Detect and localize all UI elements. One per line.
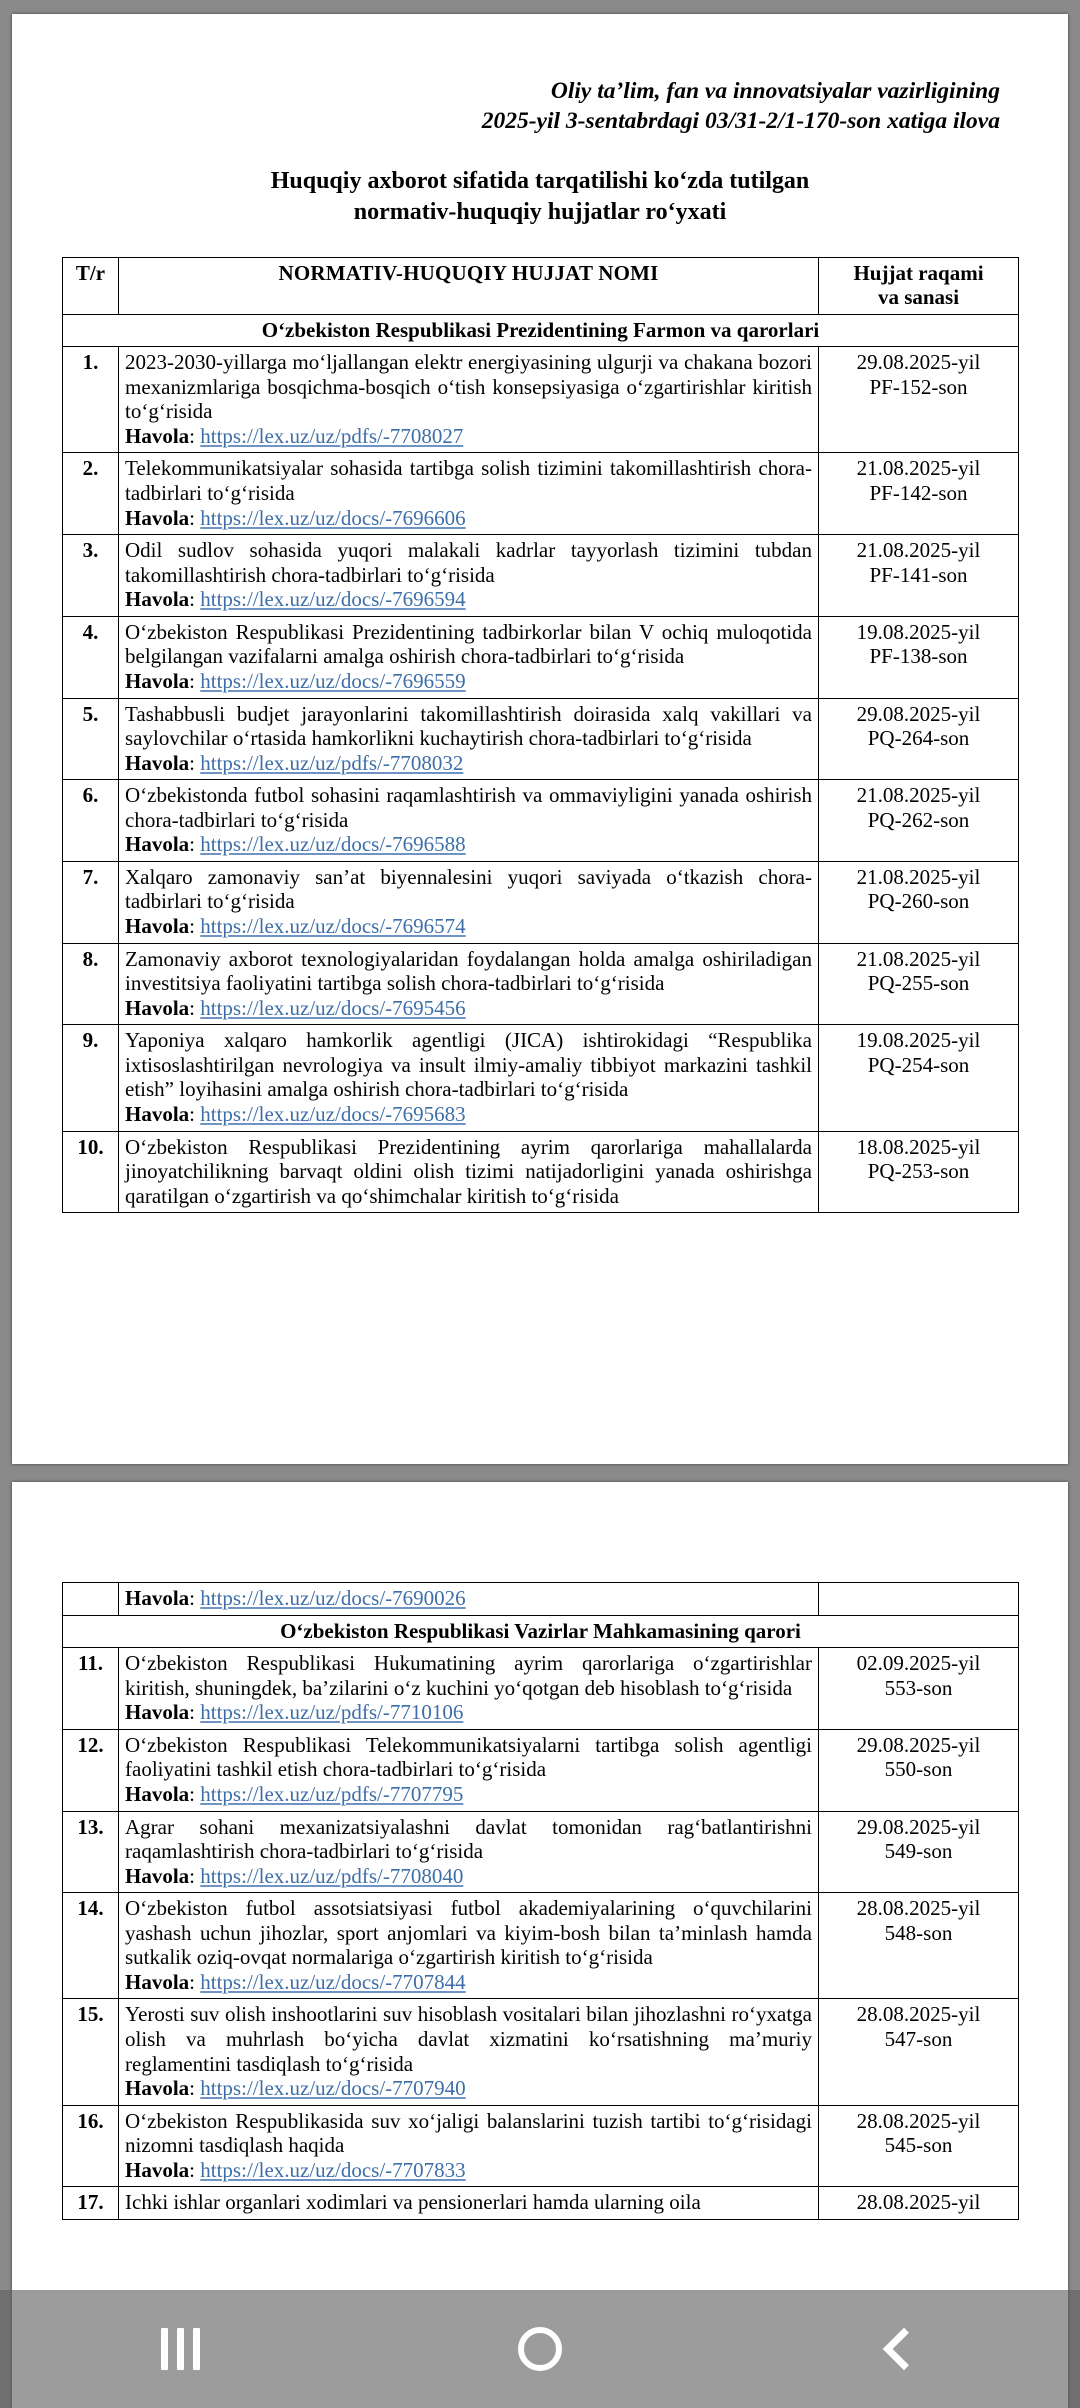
document-meta-cell (819, 1999, 1019, 2105)
document-meta-cell (819, 1648, 1019, 1730)
document-meta-continued (819, 1583, 1019, 1616)
havola-label: Havola (125, 423, 190, 448)
document-date: 29.08.2025-yil (856, 1732, 981, 1757)
havola-link[interactable]: https://lex.uz/uz/docs/-7696559 (200, 668, 466, 693)
row-number: 13. (63, 1811, 119, 1893)
havola-colon: : (189, 587, 201, 612)
document-meta-cell (819, 616, 1019, 698)
havola-colon: : (189, 668, 201, 693)
section-title-cabinet: O‘zbekiston Respublikasi Vazirlar Mahkamasining qarori (63, 1615, 1019, 1648)
havola-colon: : (189, 1700, 201, 1725)
column-header-meta-line-1: Hujjat raqami (853, 260, 984, 285)
row-number: 10. (63, 1131, 119, 1213)
havola-colon: : (189, 1586, 201, 1610)
document-name-cell (119, 943, 819, 1025)
document-name-cell (119, 1729, 819, 1811)
document-date: 29.08.2025-yil (856, 350, 981, 375)
havola-line (125, 2158, 812, 2183)
havola-label: Havola (125, 1969, 190, 1994)
document-date: 18.08.2025-yil (856, 1134, 981, 1159)
document-name-cell (119, 535, 819, 617)
document-number: PF-138-son (869, 644, 968, 669)
havola-link[interactable]: https://lex.uz/uz/pdfs/-7708027 (200, 423, 464, 448)
document-name-text: O‘zbekiston Respublikasi Hukumatining ayrim qarorlariga o‘zgartirishlar kiritish, shuningdek, ba’zilarini o‘z kuchini yo‘qotgan deb hisoblash to‘g‘risida (125, 1651, 812, 1700)
table-row (63, 1811, 1019, 1893)
document-name-text: O‘zbekistonda futbol sohasini raqamlashtirish va ommaviyligini yanada oshirish chora-tadbirlari to‘g‘risida (125, 783, 812, 832)
havola-line (125, 2076, 812, 2101)
continued-link-row (63, 1583, 1019, 1616)
document-name-text: O‘zbekiston Respublikasi Telekommunikatsiyalarni tartibga solish agentligi faoliyatini tashkil etish chora-tadbirlari to‘g‘risida (125, 1732, 812, 1782)
row-number: 6. (63, 780, 119, 862)
header-line-2: 2025-yil 3-sentabrdagi 03/31-2/1-170-son xatiga ilova (481, 108, 1000, 135)
havola-line (125, 832, 812, 857)
document-name-text: Zamonaviy axborot texnologiyalaridan foydalangan holda amalga oshiriladigan investitsiya faoliyatini tartibga solish chora-tadbirlari to‘g‘risida (125, 946, 812, 996)
havola-line (125, 1782, 812, 1807)
row-number: 7. (63, 861, 119, 943)
table-row (63, 698, 1019, 780)
column-header-meta-line-2: va sanasi (877, 285, 960, 310)
havola-line (125, 751, 812, 776)
section-header-row (63, 1615, 1019, 1648)
document-name-text: O‘zbekiston Respublikasida suv xo‘jaligi balanslarini tuzish tartibi to‘g‘risidagi nizomni tasdiqlash haqida (125, 2108, 812, 2158)
havola-line (125, 1700, 812, 1725)
document-number: PF-142-son (869, 481, 968, 506)
havola-label: Havola (125, 2076, 190, 2101)
document-date: 21.08.2025-yil (856, 946, 981, 971)
document-meta-cell (819, 2187, 1019, 2220)
table-row (63, 861, 1019, 943)
table-row (63, 1999, 1019, 2105)
recents-icon (161, 2328, 200, 2370)
havola-link[interactable]: https://lex.uz/uz/docs/-7707940 (200, 2076, 466, 2101)
document-date: 29.08.2025-yil (856, 701, 981, 726)
havola-colon: : (189, 1969, 201, 1994)
table-row (63, 2105, 1019, 2187)
havola-line (125, 669, 812, 694)
document-number: PQ-262-son (867, 807, 970, 832)
column-header-document-number-date (819, 257, 1019, 314)
table-row (63, 1893, 1019, 1999)
document-number: PQ-254-son (867, 1052, 970, 1077)
document-date: 28.08.2025-yil (856, 2108, 981, 2133)
document-name-cell (119, 1893, 819, 1999)
document-meta-cell (819, 1811, 1019, 1893)
document-number: 548-son (884, 1920, 953, 1945)
document-meta-cell (819, 453, 1019, 535)
document-date: 19.08.2025-yil (856, 1028, 981, 1053)
row-number: 1. (63, 347, 119, 453)
document-name-cell (119, 1131, 819, 1213)
document-date: 21.08.2025-yil (856, 456, 981, 481)
havola-label: Havola (125, 2157, 190, 2182)
havola-label: Havola (125, 995, 190, 1020)
document-name-text: Tashabbusli budjet jarayonlarini takomillashtirish doirasida xalq vakillari va saylovchilar o‘rtasida hamkorlikni kuchaytirish chora-tadbirlari to‘g‘risida (125, 701, 812, 751)
document-name-text: Yerosti suv olish inshootlarini suv hisoblash vositalari bilan jihozlashni ro‘yxatga olish va muhrlash bo‘yicha davlat xizmatini ko‘rsatishning ma’muriy reglamentini tasdiqlash to‘g‘risida (125, 2002, 812, 2076)
havola-label: Havola (125, 1700, 190, 1725)
document-meta-cell (819, 1025, 1019, 1131)
havola-colon: : (189, 2076, 201, 2101)
table-row (63, 453, 1019, 535)
table-row (63, 347, 1019, 453)
havola-colon: : (189, 505, 201, 530)
registry-table-page-1 (62, 257, 1019, 1214)
havola-link[interactable]: https://lex.uz/uz/pdfs/-7710106 (200, 1700, 464, 1725)
havola-link[interactable]: https://lex.uz/uz/docs/-7707833 (200, 2157, 466, 2182)
havola-link[interactable]: https://lex.uz/uz/pdfs/-7708040 (200, 1863, 464, 1888)
havola-line (125, 424, 812, 449)
row-number: 12. (63, 1729, 119, 1811)
section-title-president: O‘zbekiston Respublikasi Prezidentining Farmon va qarorlari (63, 314, 1019, 347)
havola-label: Havola (125, 832, 190, 857)
title-line-2: normativ-huquqiy hujjatlar ro‘yxati (353, 199, 727, 226)
document-name-cell (119, 1025, 819, 1131)
havola-colon: : (189, 750, 201, 775)
havola-link[interactable]: https://lex.uz/uz/docs/-7695683 (200, 1101, 466, 1126)
continued-havola-cell (119, 1583, 819, 1616)
table-row (63, 1648, 1019, 1730)
havola-line (125, 1864, 812, 1889)
document-name-cell (119, 1999, 819, 2105)
havola-colon: : (189, 423, 201, 448)
table-row (63, 1131, 1019, 1213)
havola-line (125, 996, 812, 1021)
havola-colon: : (189, 1863, 201, 1888)
havola-label: Havola (125, 587, 190, 612)
document-meta-cell (819, 861, 1019, 943)
document-name-cell (119, 861, 819, 943)
document-date: 28.08.2025-yil (856, 2190, 981, 2215)
table-row (63, 943, 1019, 1025)
row-number: 11. (63, 1648, 119, 1730)
havola-line (125, 506, 812, 531)
table-header-row (63, 257, 1019, 314)
havola-line (125, 1586, 812, 1611)
havola-label: Havola (125, 1781, 190, 1806)
document-number: 549-son (884, 1839, 953, 1864)
document-number: PF-141-son (869, 562, 968, 587)
row-number: 2. (63, 453, 119, 535)
title-line-1: Huquqiy axborot sifatida tarqatilishi ko‘zda tutilgan (270, 168, 810, 195)
document-meta-cell (819, 1131, 1019, 1213)
document-number: 550-son (884, 1757, 953, 1782)
havola-label: Havola (125, 505, 190, 530)
document-date: 21.08.2025-yil (856, 783, 981, 808)
row-number: 15. (63, 1999, 119, 2105)
document-name-cell (119, 616, 819, 698)
row-number: 3. (63, 535, 119, 617)
back-chevron-icon (883, 2328, 925, 2370)
row-number: 16. (63, 2105, 119, 2187)
havola-link[interactable]: https://lex.uz/uz/docs/-7696606 (200, 505, 466, 530)
document-name-text: Odil sudlov sohasida yuqori malakali kadrlar tayyorlash tizimini tubdan takomillashtirish chora-tadbirlari to‘g‘risida (125, 538, 812, 587)
document-name-text: O‘zbekiston futbol assotsiatsiyasi futbol akademiyalarining o‘quvchilarini yashash uchun jihozlar, sport anjomlari va kiyim-bosh bilan ta’minlash hamda sutkalik oziq-ovqat normalariga o‘zgartirish kiritish to‘g‘risida (125, 1896, 812, 1970)
havola-label: Havola (125, 668, 190, 693)
havola-label: Havola (125, 914, 190, 939)
table-row (63, 616, 1019, 698)
document-name-cell (119, 1648, 819, 1730)
registry-table-page-2 (62, 1582, 1019, 2220)
row-number-continued (63, 1583, 119, 1616)
document-name-text: Ichki ishlar organlari xodimlari va pensionerlari hamda ularning oila (125, 2190, 701, 2215)
document-number: PQ-264-son (867, 726, 970, 751)
table-row (63, 1729, 1019, 1811)
table-row (63, 2187, 1019, 2220)
havola-colon: : (189, 1101, 201, 1126)
document-meta-cell (819, 943, 1019, 1025)
document-name-text: Xalqaro zamonaviy san’at biyennalesini yuqori saviyada o‘tkazish chora-tadbirlari to‘g‘risida (125, 864, 812, 914)
home-circle-icon (518, 2327, 562, 2371)
back-button[interactable] (825, 2290, 975, 2408)
row-number: 17. (63, 2187, 119, 2220)
havola-link[interactable]: https://lex.uz/uz/docs/-7707844 (200, 1969, 466, 1994)
recents-button[interactable] (105, 2290, 255, 2408)
havola-link[interactable]: https://lex.uz/uz/docs/-7696574 (200, 914, 466, 939)
document-meta-cell (819, 698, 1019, 780)
havola-label: Havola (125, 1863, 190, 1888)
document-page-2 (12, 1482, 1068, 2408)
document-name-text: Agrar sohani mexanizatsiyalashni davlat tomonidan rag‘batlantirishni raqamlashtirish chora-tadbirlari to‘g‘risida (125, 1814, 812, 1864)
havola-label: Havola (125, 1101, 190, 1126)
column-header-document-name: NORMATIV-HUQUQIY HUJJAT NOMI (119, 257, 819, 314)
havola-line (125, 1102, 812, 1127)
document-name-cell (119, 1811, 819, 1893)
document-number: 545-son (884, 2133, 953, 2158)
havola-colon: : (189, 832, 201, 857)
document-number: PQ-253-son (867, 1159, 970, 1184)
havola-link[interactable]: https://lex.uz/uz/docs/-7695456 (200, 995, 466, 1020)
document-name-text: 2023-2030-yillarga mo‘ljallangan elektr energiyasining ulgurji va chakana bozori mexanizmlariga bosqichma-bosqich o‘tish konsepsiyasiga o‘zgartirishlar kiritish to‘g‘risida (125, 350, 812, 424)
row-number: 9. (63, 1025, 119, 1131)
document-header (62, 14, 1018, 136)
document-date: 28.08.2025-yil (856, 1896, 981, 1921)
document-meta-cell (819, 1729, 1019, 1811)
document-meta-cell (819, 2105, 1019, 2187)
document-number: PF-152-son (869, 374, 968, 399)
havola-link[interactable]: https://lex.uz/uz/docs/-7696588 (200, 832, 466, 857)
document-meta-cell (819, 535, 1019, 617)
havola-colon: : (189, 1781, 201, 1806)
row-number: 4. (63, 616, 119, 698)
table-row (63, 535, 1019, 617)
havola-label: Havola (125, 750, 190, 775)
document-number: 553-son (884, 1675, 953, 1700)
document-name-cell (119, 2187, 819, 2220)
home-button[interactable] (465, 2290, 615, 2408)
row-number: 5. (63, 698, 119, 780)
document-name-cell (119, 2105, 819, 2187)
havola-link[interactable]: https://lex.uz/uz/pdfs/-7708032 (200, 750, 464, 775)
document-title (62, 166, 1018, 228)
document-number: PQ-260-son (867, 889, 970, 914)
document-meta-cell (819, 347, 1019, 453)
havola-line (125, 587, 812, 612)
document-name-cell (119, 780, 819, 862)
document-date: 19.08.2025-yil (856, 619, 981, 644)
document-name-text: O‘zbekiston Respublikasi Prezidentining ayrim qarorlariga mahallalarda jinoyatchilikning barvaqt oldini olish tizimi natijadorligini yanada oshirishga qaratilgan o‘zgartirish va qo‘shimchalar kiritish to‘g‘risida (125, 1134, 812, 1208)
document-name-cell (119, 698, 819, 780)
table-row (63, 1025, 1019, 1131)
havola-link[interactable]: https://lex.uz/uz/docs/-7696594 (200, 587, 466, 612)
section-header-row (63, 314, 1019, 347)
table-row (63, 780, 1019, 862)
havola-line (125, 914, 812, 939)
document-name-text: Yaponiya xalqaro hamkorlik agentligi (JICA) ishtirokidagi “Respublika ixtisoslashtirilgan nevrologiya va insult ilmiy-amaliy tibbiyot markazini tashkil etish” loyihasini amalga oshirish chora-tadbirlari to‘g‘risida (125, 1028, 812, 1102)
document-number: PQ-255-son (867, 971, 970, 996)
document-number: 547-son (884, 2027, 953, 2051)
android-navigation-bar (0, 2290, 1080, 2408)
havola-line (125, 1970, 812, 1995)
document-date: 21.08.2025-yil (856, 864, 981, 889)
havola-colon: : (189, 995, 201, 1020)
document-date: 21.08.2025-yil (856, 538, 981, 563)
document-page-1 (12, 14, 1068, 1464)
document-name-text: O‘zbekiston Respublikasi Prezidentining tadbirkorlar bilan V ochiq muloqotida belgilangan vazifalarni amalga oshirish chora-tadbirlari to‘g‘risida (125, 619, 812, 669)
document-date: 02.09.2025-yil (856, 1651, 981, 1676)
column-header-number: T/r (63, 257, 119, 314)
havola-link[interactable]: https://lex.uz/uz/docs/-7690026 (200, 1586, 466, 1610)
havola-colon: : (189, 2157, 201, 2182)
document-date: 28.08.2025-yil (856, 2002, 981, 2027)
document-name-text: Telekommunikatsiyalar sohasida tartibga solish tizimini takomillashtirish chora-tadbirlari to‘g‘risida (125, 456, 812, 506)
document-name-cell (119, 347, 819, 453)
header-line-1: Oliy ta’lim, fan va innovatsiyalar vazirligining (550, 78, 1000, 104)
document-meta-cell (819, 1893, 1019, 1999)
document-meta-cell (819, 780, 1019, 862)
document-date: 29.08.2025-yil (856, 1814, 981, 1839)
row-number: 8. (63, 943, 119, 1025)
havola-link[interactable]: https://lex.uz/uz/pdfs/-7707795 (200, 1781, 464, 1806)
havola-colon: : (189, 914, 201, 939)
document-name-cell (119, 453, 819, 535)
havola-label: Havola (125, 1586, 190, 1610)
row-number: 14. (63, 1893, 119, 1999)
